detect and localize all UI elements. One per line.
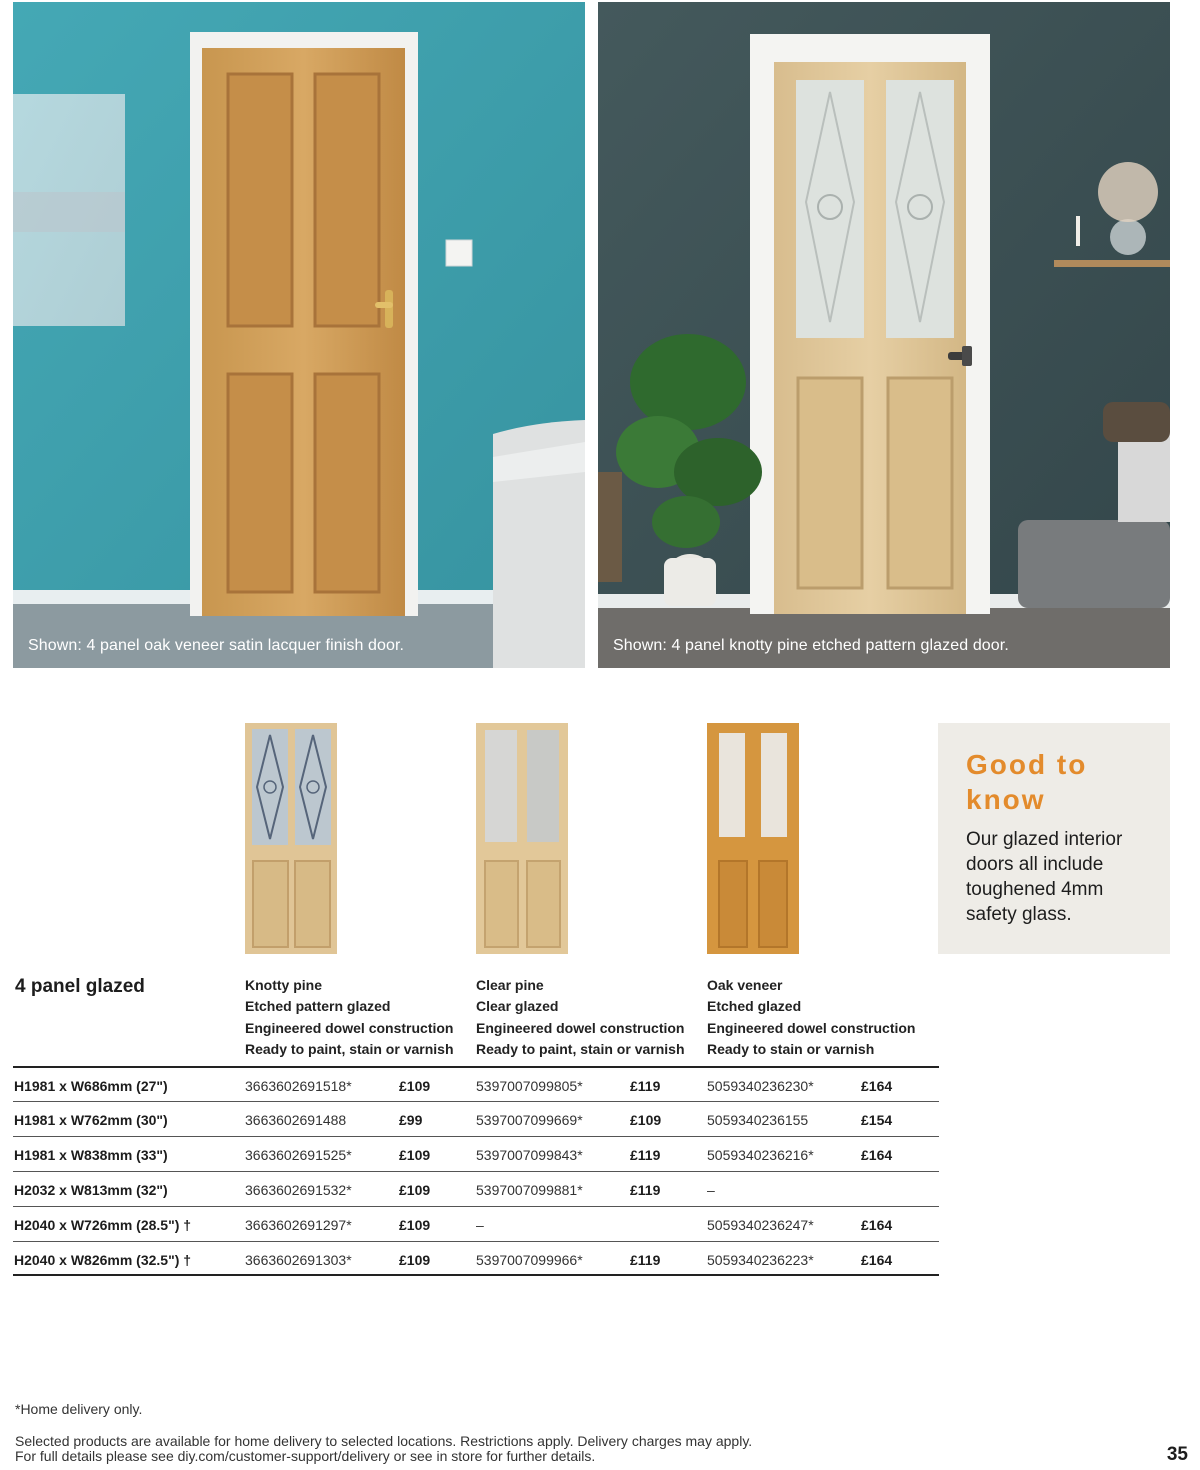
price: £119 <box>630 1252 661 1268</box>
price: £164 <box>861 1147 893 1163</box>
price: £109 <box>399 1182 431 1198</box>
oak-door-room-illustration <box>13 2 585 668</box>
product-spec-knotty-pine <box>245 975 473 1060</box>
price: £164 <box>861 1252 893 1268</box>
door-size: H2040 x W826mm (32.5") † <box>14 1252 192 1268</box>
door-size: H1981 x W762mm (30") <box>14 1112 168 1128</box>
price: £154 <box>861 1112 893 1128</box>
delivery-disclaimer <box>15 1434 752 1464</box>
product-code: 5397007099669* <box>476 1112 583 1128</box>
spec-finish: Ready to paint, stain or varnish <box>245 1040 454 1057</box>
product-spec-oak-veneer <box>707 975 935 1060</box>
hero-caption: Shown: 4 panel knotty pine etched pattern glazed door. <box>613 637 1009 654</box>
spec-glazing: Etched pattern glazed <box>245 998 391 1015</box>
product-code: 3663602691518* <box>245 1078 352 1094</box>
pine-door-room-illustration <box>598 2 1170 668</box>
product-image-clear-pine <box>476 723 568 954</box>
product-code: 5059340236230* <box>707 1078 814 1094</box>
table-row <box>13 1136 939 1171</box>
product-code: 5397007099843* <box>476 1147 583 1163</box>
table-row <box>13 1241 939 1276</box>
product-code: 5059340236223* <box>707 1252 814 1268</box>
price: £109 <box>399 1147 431 1163</box>
price: £109 <box>399 1078 431 1094</box>
hero-caption: Shown: 4 panel oak veneer satin lacquer finish door. <box>28 637 405 654</box>
table-row <box>13 1066 939 1101</box>
price: £109 <box>399 1217 431 1233</box>
product-image-knotty-pine <box>245 723 337 954</box>
spec-construction: Engineered dowel construction <box>476 1019 685 1036</box>
hero-photo-pine-door <box>598 2 1170 668</box>
price: £119 <box>630 1147 661 1163</box>
range-title: 4 panel glazed <box>15 976 145 997</box>
product-code: 3663602691297* <box>245 1217 352 1233</box>
product-code: – <box>707 1182 715 1198</box>
price: £109 <box>630 1112 662 1128</box>
door-size: H2040 x W726mm (28.5") † <box>14 1217 192 1233</box>
spec-material: Knotty pine <box>245 977 322 993</box>
price: £164 <box>861 1217 893 1233</box>
product-image-oak-veneer <box>707 723 799 954</box>
hero-photo-oak-door <box>13 2 585 668</box>
disclaimer-line: For full details please see diy.com/customer-support/delivery or see in store for further details. <box>15 1448 596 1464</box>
spec-glazing: Etched glazed <box>707 998 802 1015</box>
good-to-know-title: Good to know <box>966 749 1088 815</box>
disclaimer-line: Selected products are available for home delivery to selected locations. Restrictions apply. Delivery charges may apply. <box>15 1433 753 1449</box>
door-size: H2032 x W813mm (32") <box>14 1182 168 1198</box>
spec-finish: Ready to paint, stain or varnish <box>476 1040 685 1057</box>
price: £119 <box>630 1078 661 1094</box>
product-code: 5397007099881* <box>476 1182 583 1198</box>
spec-construction: Engineered dowel construction <box>707 1019 916 1036</box>
page-number: 35 <box>1166 1444 1188 1465</box>
door-size: H1981 x W686mm (27") <box>14 1078 168 1094</box>
product-code: 5397007099805* <box>476 1078 583 1094</box>
good-to-know-text: Our glazed interior doors all include toughened 4mm safety glass. <box>966 829 1123 925</box>
table-row <box>13 1171 939 1206</box>
table-row <box>13 1101 939 1136</box>
product-code: 3663602691525* <box>245 1147 352 1163</box>
spec-finish: Ready to stain or varnish <box>707 1040 875 1057</box>
product-code: 3663602691488 <box>245 1112 347 1128</box>
door-thumbnail <box>476 723 568 954</box>
product-code: – <box>476 1217 484 1233</box>
product-code: 5397007099966* <box>476 1252 583 1268</box>
door-thumbnail <box>245 723 337 954</box>
spec-glazing: Clear glazed <box>476 998 559 1015</box>
door-thumbnail <box>707 723 799 954</box>
price: £164 <box>861 1078 893 1094</box>
price: £119 <box>630 1182 661 1198</box>
product-code: 3663602691532* <box>245 1182 352 1198</box>
price: £109 <box>399 1252 431 1268</box>
product-code: 3663602691303* <box>245 1252 352 1268</box>
door-size: H1981 x W838mm (33") <box>14 1147 168 1163</box>
good-to-know-panel <box>938 723 1170 954</box>
footnote: *Home delivery only. <box>15 1401 143 1417</box>
product-code: 5059340236216* <box>707 1147 814 1163</box>
spec-material: Clear pine <box>476 977 544 993</box>
spec-material: Oak veneer <box>707 977 783 993</box>
table-row <box>13 1206 939 1241</box>
product-code: 5059340236155 <box>707 1112 809 1128</box>
spec-construction: Engineered dowel construction <box>245 1019 454 1036</box>
product-code: 5059340236247* <box>707 1217 814 1233</box>
price: £99 <box>399 1112 423 1128</box>
price-table <box>13 1066 939 1276</box>
product-spec-clear-pine <box>476 975 704 1060</box>
